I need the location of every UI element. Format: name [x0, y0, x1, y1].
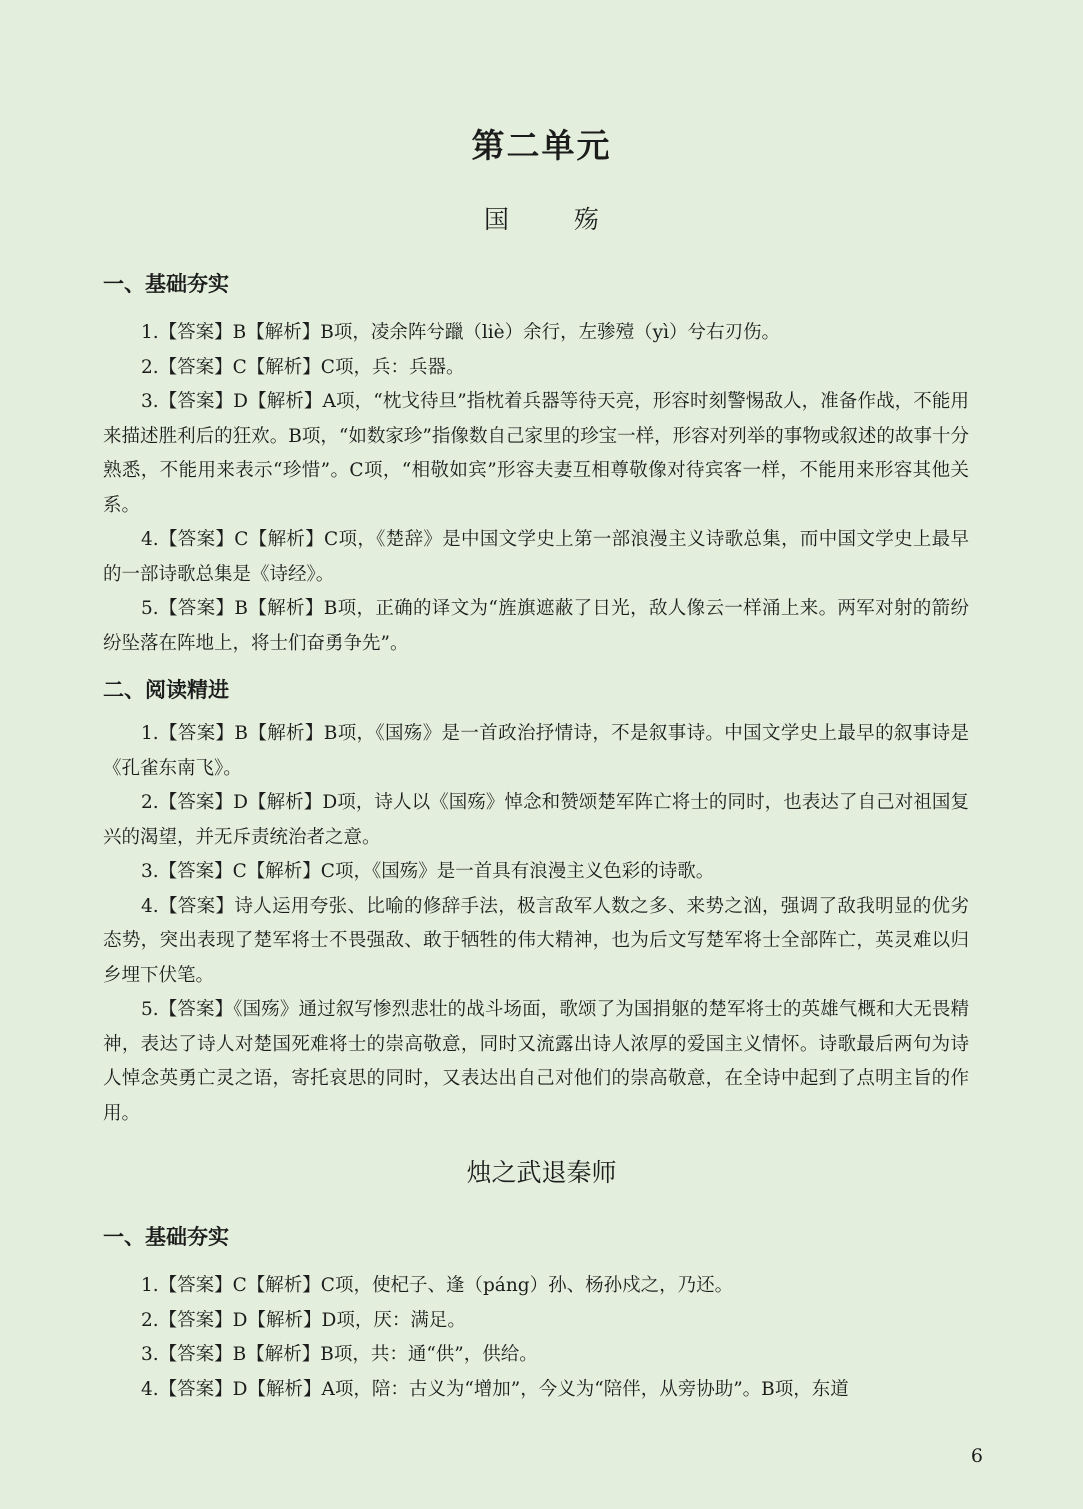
page-number: 6 — [970, 1445, 983, 1467]
answer-block-basic-2 — [103, 1269, 969, 1407]
answer-item: 5.【答案】B【解析】B项，正确的译文为“旌旗遮蔽了日光，敌人像云一样涌上来。两军对射的箭纷纷坠落在阵地上，将士们奋勇争先”。 — [103, 598, 969, 654]
answer-item: 3.【答案】C【解析】C项，《国殇》是一首具有浪漫主义色彩的诗歌。 — [141, 861, 715, 882]
answer-item: 3.【答案】B【解析】B项，共：通“供”，供给。 — [141, 1344, 538, 1365]
answer-item: 4.【答案】C【解析】C项，《楚辞》是中国文学史上第一部浪漫主义诗歌总集，而中国文学史上最早的一部诗歌总集是《诗经》。 — [103, 529, 969, 585]
answer-item: 5.【答案】《国殇》通过叙写惨烈悲壮的战斗场面，歌颂了为国捐躯的楚军将士的英雄气概和大无畏精神，表达了诗人对楚国死难将士的崇高敬意，同时又流露出诗人浓厚的爱国主义情怀。诗歌最后两句为诗人悼念英勇亡灵之语，寄托哀思的同时，又表达出自己对他们的崇高敬意，在全诗中起到了点明主旨的作用。 — [103, 999, 969, 1124]
answer-item: 1.【答案】B【解析】B项，《国殇》是一首政治抒情诗，不是叙事诗。中国文学史上最早的叙事诗是《孔雀东南飞》。 — [103, 723, 969, 779]
answer-item: 2.【答案】D【解析】D项，诗人以《国殇》悼念和赞颂楚军阵亡将士的同时，也表达了自己对祖国复兴的渴望，并无斥责统治者之意。 — [103, 792, 969, 848]
answer-item: 2.【答案】C【解析】C项，兵：兵器。 — [141, 356, 465, 378]
section-heading-basic-1: 一、基础夯实 — [103, 272, 229, 296]
section-heading-reading: 二、阅读精进 — [103, 678, 229, 702]
section-heading-basic-2: 一、基础夯实 — [103, 1225, 229, 1249]
answer-block-basic-1 — [103, 316, 969, 661]
answer-item: 3.【答案】D【解析】A项，“枕戈待旦”指枕着兵器等待天亮，形容时刻警惕敌人，准备作战，不能用来描述胜利后的狂欢。B项，“如数家珍”指像数自己家里的珍宝一样，形容对列举的事物或叙述的故事十分熟悉，不能用来表示“珍惜”。C项，“相敬如宾”形容夫妻互相尊敬像对待宾客一样，不能用来形容其他关系。 — [103, 391, 969, 516]
unit-title: 第二单元 — [471, 126, 612, 165]
answer-item: 1.【答案】C【解析】C项，使杞子、逢（páng）孙、杨孙戍之，乃还。 — [141, 1275, 734, 1296]
answer-item: 4.【答案】D【解析】A项，陪：古义为“增加”，今义为“陪伴，从旁协助”。B项，东道 — [141, 1378, 849, 1400]
answer-item: 2.【答案】D【解析】D项，厌：满足。 — [141, 1309, 466, 1331]
answer-item: 1.【答案】B【解析】B项，凌余阵兮躐（liè）余行，左骖殪（yì）兮右刃伤。 — [141, 322, 780, 343]
answer-block-reading — [103, 717, 969, 1131]
answer-item: 4.【答案】诗人运用夸张、比喻的修辞手法，极言敌军人数之多、来势之汹，强调了敌我明显的优劣态势，突出表现了楚军将士不畏强敌、敢于牺牲的伟大精神，也为后文写楚军将士全部阵亡，英灵难以归乡埋下伏笔。 — [103, 895, 969, 986]
lesson-title-zhuzhiwu: 烛之武退秦师 — [466, 1158, 617, 1187]
lesson-title-guoshang: 国 殇 — [483, 205, 619, 234]
